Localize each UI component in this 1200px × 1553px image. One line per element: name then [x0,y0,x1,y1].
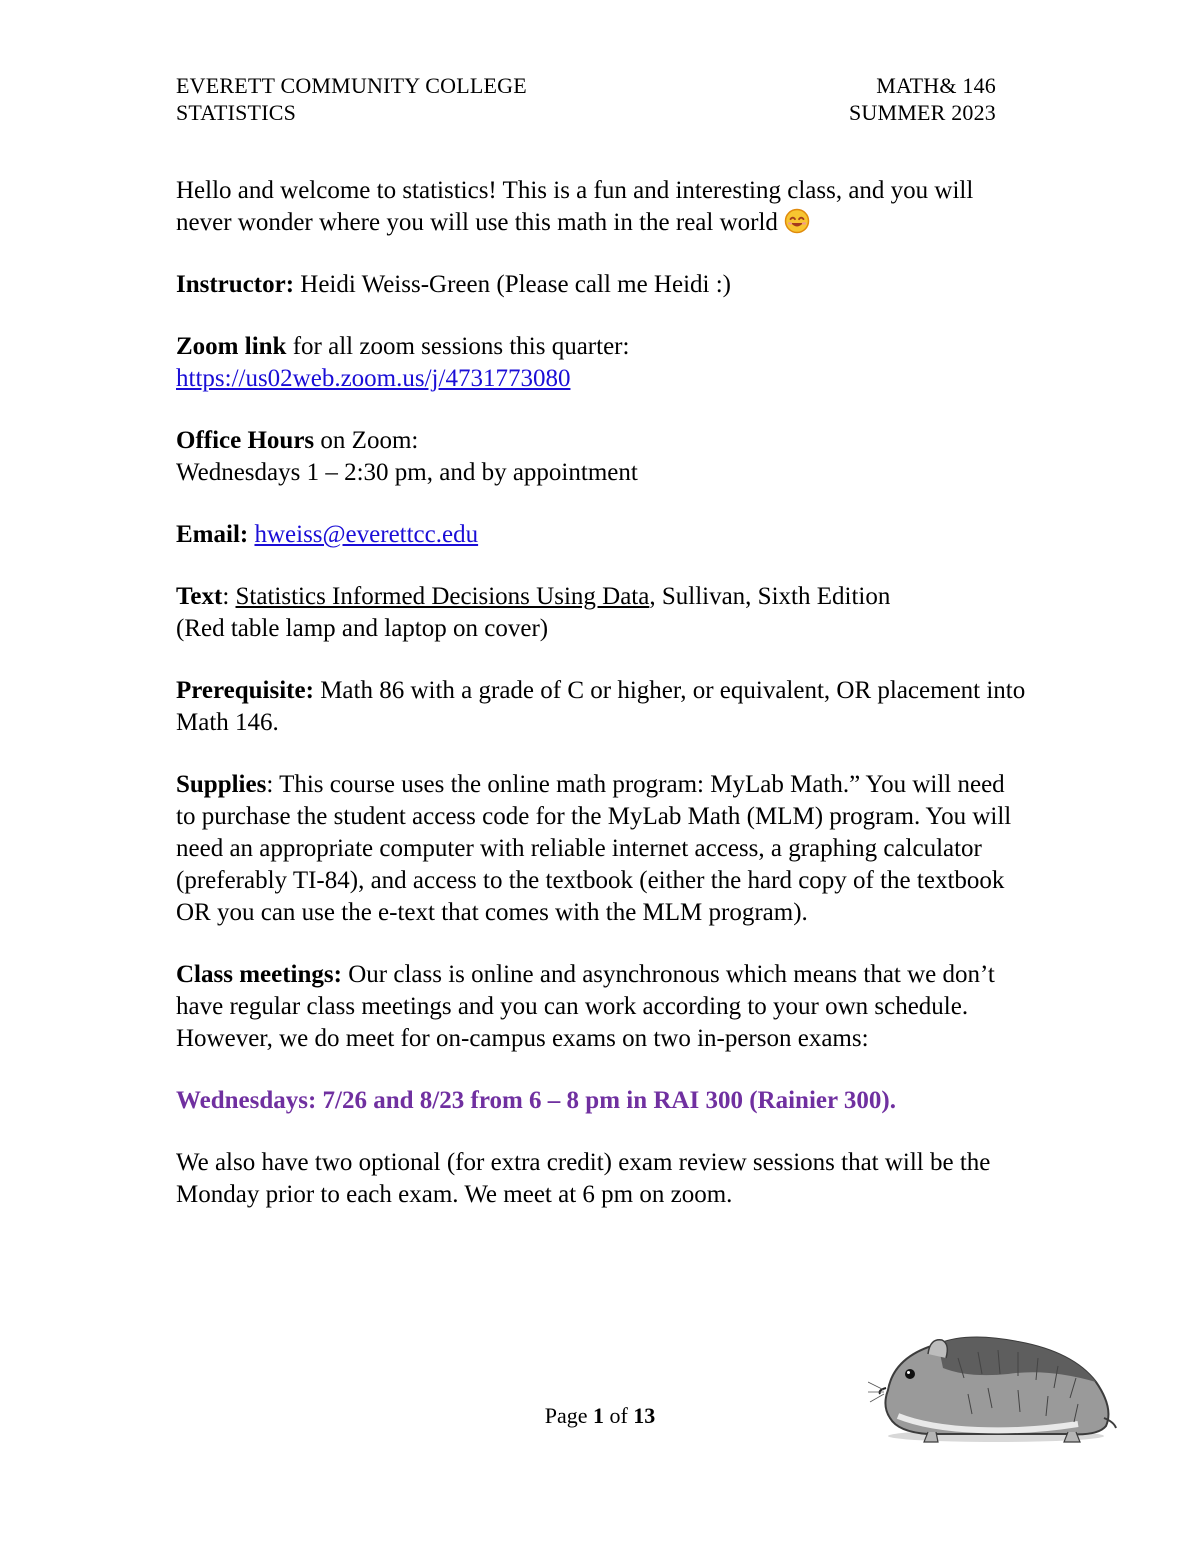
prerequisite-text: Math 86 with a grade of C or higher, or equivalent, OR placement into Math 146. [176,677,1026,736]
textbook-colon: : [222,583,236,610]
supplies-paragraph [176,769,1026,929]
office-hours-schedule: Wednesdays 1 – 2:30 pm, and by appointment [176,459,638,486]
email-line [176,519,1026,551]
zoom-link[interactable]: https://us02web.zoom.us/j/4731773080 [176,365,571,392]
footer-page-word: Page [544,1403,593,1428]
exam-dates: Wednesdays: 7/26 and 8/23 from 6 – 8 pm in RAI 300 (Rainier 300). [176,1087,896,1114]
zoom-text: for all zoom sessions this quarter: [286,333,630,360]
header-term: SUMMER 2023 [848,100,996,125]
instructor-label: Instructor: [176,271,295,298]
email-link[interactable]: hweiss@everettcc.edu [254,521,479,548]
prerequisite-label: Prerequisite: [176,677,314,704]
textbook-line [176,581,1026,613]
welcome-paragraph [176,175,1026,239]
office-hours-label: Office Hours [176,427,315,454]
footer-page-number: 1 [592,1403,604,1428]
zoom-link-line [176,363,1026,395]
header-college: EVERETT COMMUNITY COLLEGE [176,73,527,98]
footer-page-total: 13 [633,1403,656,1428]
class-meetings-paragraph [176,959,1026,1055]
header-subject: STATISTICS [176,100,297,125]
instructor-name: Heidi Weiss-Green (Please call me Heidi :) [294,271,731,298]
smiling-face-icon [784,208,810,234]
textbook-label: Text [176,583,223,610]
textbook-title: Statistics Informed Decisions Using Data [235,583,650,610]
textbook-details: , Sullivan, Sixth Edition [649,583,891,610]
prerequisite-paragraph [176,675,1026,739]
class-meetings-text: Our class is online and asynchronous which means that we don’t have regular class meetings and you can work according to your own schedule. However, we do meet for on-campus exams on two in-person exams: [176,961,995,1052]
class-meetings-label: Class meetings: [176,961,342,988]
page-footer [0,1403,1200,1429]
zoom-label: Zoom link [176,333,287,360]
footer-of-word: of [603,1403,634,1428]
review-sessions-paragraph: We also have two optional (for extra credit) exam review sessions that will be the Monday prior to each exam. We meet at 6 pm on zoom. [176,1149,991,1208]
supplies-text: : This course uses the online math program: MyLab Math.” You will need to purchase the student access code for the MyLab Math (MLM) program. You will need an appropriate computer with reliable internet access, a graphing calculator (preferably TI-84), and access to the textbook (either the hard copy of the textbook OR you can use the e-text that comes with the MLM program). [176,771,1012,926]
welcome-text: Hello and welcome to statistics! This is a fun and interesting class, and you will never wonder where you will use this math in the real world [176,177,974,236]
office-hours-line [176,425,1026,457]
supplies-label: Supplies [176,771,267,798]
header-course: MATH& 146 [876,73,996,98]
textbook-cover: (Red table lamp and laptop on cover) [176,615,549,642]
zoom-line [176,331,1026,363]
office-hours-text: on Zoom: [314,427,419,454]
email-label: Email: [176,521,249,548]
syllabus-body [176,175,1026,1211]
instructor-line [176,269,1026,301]
